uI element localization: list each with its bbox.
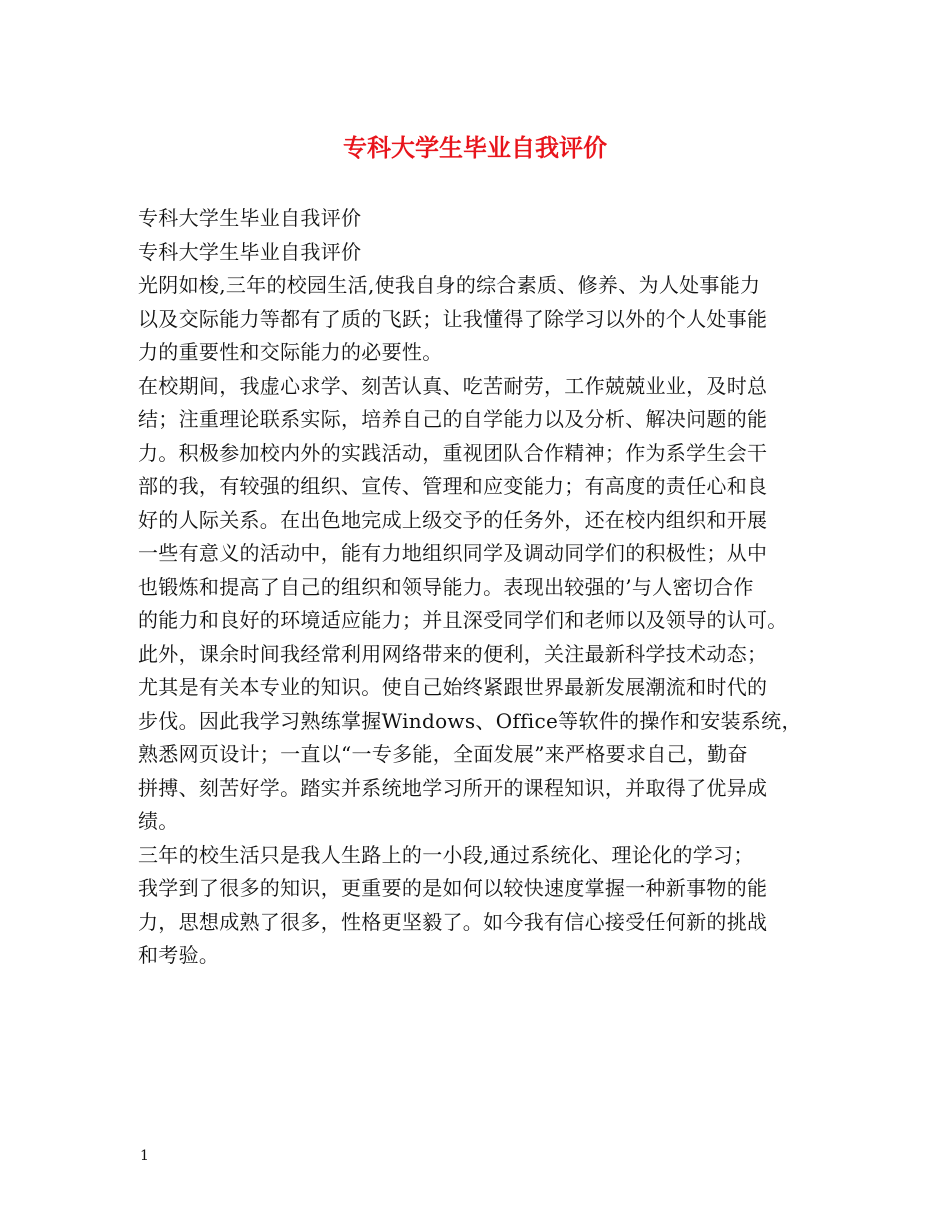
document-title: 专科大学生毕业自我评价	[343, 133, 607, 162]
text-line: 专科大学生毕业自我评价	[138, 239, 362, 264]
text-line: 结；注重理论联系实际，培养自己的自学能力以及分析、解决问题的能	[138, 407, 768, 431]
text-line: 拼搏、刻苦好学。踏实并系统地学习所开的课程知识，并取得了优异成	[138, 775, 768, 800]
text-line: 此外，课余时间我经常利用网络带来的便利，关注最新科学技术动态；	[138, 641, 768, 666]
page-number: 1	[140, 1148, 149, 1164]
text-line: 好的人际关系。在出色地完成上级交予的任务外，还在校内组织和开展	[138, 507, 768, 532]
text-line: 步伐。因此我学习熟练掌握Windows、Office等软件的操作和安装系统，	[138, 708, 802, 733]
text-line: 力，思想成熟了很多，性格更坚毅了。如今我有信心接受任何新的挑战	[138, 909, 768, 934]
text-line: 三年的校生活只是我人生路上的一小段,通过系统化、理论化的学习；	[138, 842, 754, 867]
document-body	[138, 202, 818, 973]
text-line: 绩。	[138, 809, 179, 833]
text-line: 专科大学生毕业自我评价	[138, 206, 362, 230]
text-line: 力的重要性和交际能力的必要性。	[138, 340, 443, 364]
text-line: 以及交际能力等都有了质的飞跃；让我懂得了除学习以外的个人处事能	[138, 306, 768, 331]
text-line: 在校期间，我虚心求学、刻苦认真、吃苦耐劳，工作兢兢业业，及时总	[138, 373, 768, 398]
text-line: 熟悉网页设计；一直以“一专多能，全面发展”来严格要求自己，勤奋	[138, 742, 748, 766]
text-line: 一些有意义的活动中，能有力地组织同学及调动同学们的积极性；从中	[138, 541, 768, 565]
text-line: 的能力和良好的环境适应能力；并且深受同学们和老师以及领导的认可。	[138, 608, 788, 632]
text-line: 尤其是有关本专业的知识。使自己始终紧跟世界最新发展潮流和时代的	[138, 675, 768, 699]
text-line: 我学到了很多的知识，更重要的是如何以较快速度掌握一种新事物的能	[138, 876, 768, 900]
text-line: 也锻炼和提高了自己的组织和领导能力。表现出较强的’与人密切合作	[138, 574, 754, 599]
text-line: 部的我，有较强的组织、宣传、管理和应变能力；有高度的责任心和良	[138, 474, 768, 498]
text-line: 和考验。	[138, 943, 220, 967]
text-line: 力。积极参加校内外的实践活动，重视团队合作精神；作为系学生会干	[138, 440, 768, 465]
text-line: 光阴如梭,三年的校园生活,使我自身的综合素质、修养、为人处事能力	[138, 273, 761, 297]
